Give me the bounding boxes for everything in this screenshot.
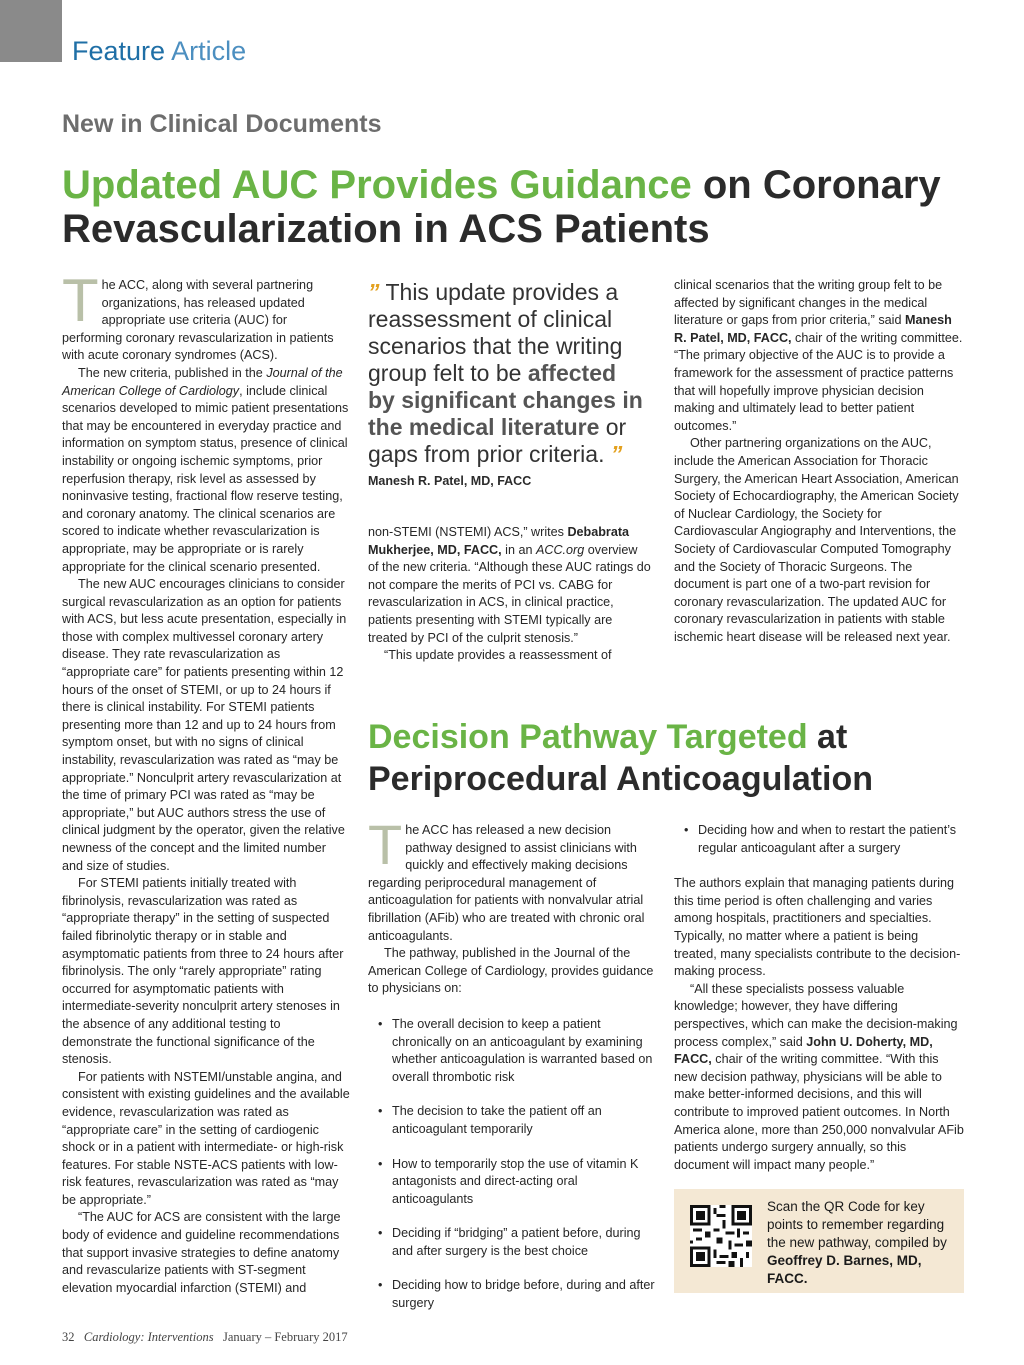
close-quote-mark: ” bbox=[610, 441, 623, 467]
page-footer bbox=[62, 1330, 348, 1345]
article2-title-highlight: Decision Pathway Targeted bbox=[368, 718, 808, 756]
section-label-word1: Feature bbox=[72, 36, 166, 66]
publication-name: Cardiology: Interventions bbox=[83, 1330, 214, 1344]
article1-column2 bbox=[368, 524, 651, 665]
article1-paragraph: The new AUC encourages clinicians to consider surgical revascularization as an option for patients with ACS, but less acute presentation, especially in those with complex multivessel coronary artery disease. They rate revascularization as “appropriate care” for patients presenting within 12 hours of the onset of STEMI, or up to 24 hours if there is clinical instability. For STEMI patients presenting more than 12 and up to 24 hours from symptom onset, but with no signs of clinical instability, revascularization was rated as “may be appropriate.” Nonculprit artery revascularization at the time of primary PCI was rated as “may be appropriate,” but AUC authors stress the use of clinical judgment by the operator, given the relative newness of the concept and the limited number and size of studies. bbox=[62, 577, 347, 873]
article2-paragraph: “All these specialists possess valuable knowledge; however, they have differing perspectives, which can make the decision-making process complex,” said John U. Doherty, MD, FACC, chair of the writing committee. “With this new decision pathway, physicians will be able to make better-informed decisions, and this will contribute to improved patient outcomes. In North America alone, more than 250,000 nonvalvular AFib patients undergo surgery annually, so this document will impact many people.” bbox=[674, 981, 964, 1172]
article1-column3 bbox=[674, 277, 964, 646]
qr-callout-box bbox=[674, 1189, 964, 1293]
dropcap: T bbox=[368, 813, 403, 876]
page-number: 32 bbox=[62, 1330, 75, 1344]
article2-paragraph: The authors explain that managing patients during this time period is often challenging and varies among hospitals, practitioners and specialties. Typically, no matter where a patient is being treated, many specialists contribute to the decision-making process. bbox=[674, 876, 961, 979]
article1-paragraph: “The AUC for ACS are consistent with the large body of evidence and guideline recommendations that support invasive strategies to define anatomy and revascularize patients with ST-segment elevation myocardial infarction (STEMI) and bbox=[62, 1210, 341, 1295]
bullet-item: • Deciding how to bridge before, during and after surgery bbox=[368, 1277, 658, 1312]
person-name: Manesh R. Patel, MD, FACC, bbox=[674, 313, 952, 345]
person-name: Debabrata Mukherjee, MD, FACC, bbox=[368, 525, 630, 557]
article2-title bbox=[368, 716, 968, 800]
issue-date: January – February 2017 bbox=[222, 1330, 348, 1344]
article2-column1 bbox=[368, 813, 658, 1330]
bullet-item: • Deciding if “bridging” a patient before, during and after surgery is the best choice bbox=[368, 1225, 658, 1260]
open-quote-mark: ” bbox=[368, 279, 380, 305]
journal-name: Journal of the American College of Cardiology bbox=[62, 365, 343, 398]
article2-paragraph: he ACC has released a new decision pathway designed to assist clinicians with quickly and effectively making decisions regarding periprocedural management of anticoagulation for patients with nonvalvular atrial fibrillation (AFib) who are treated with chronic oral anticoagulants. bbox=[368, 823, 645, 943]
article-title bbox=[62, 163, 962, 251]
bullet-item: • The overall decision to keep a patient chronically on an anticoagulant by examining whether anticoagulation is warranted based on overall thrombotic risk bbox=[368, 1016, 658, 1086]
person-name: Geoffrey D. Barnes, MD, FACC. bbox=[767, 1253, 922, 1286]
pull-quote-emphasis: affected by significant changes in the medical literature bbox=[368, 360, 643, 440]
article2-paragraph: The pathway, published in the Journal of the American College of Cardiology, provides guidance to physicians on: bbox=[368, 946, 654, 996]
bullet-item: • Deciding how and when to restart the patient’s regular anticoagulant after a surgery bbox=[674, 822, 964, 857]
person-name: John U. Doherty, MD, FACC, bbox=[674, 1034, 933, 1067]
article-title-rest: on Coronary Revascularization in ACS Patients bbox=[62, 163, 941, 251]
article-title-highlight: Updated AUC Provides Guidance bbox=[62, 163, 692, 207]
site-name: ACC.org bbox=[535, 542, 585, 557]
article1-paragraph: Other partnering organizations on the AUC, include the American Association for Thoracic Surgery, the American Heart Association, American Society of Echocardiography, the American Society of Nuclear Cardiology, the Society for Cardiovascular Angiography and Interventions, the Society of Cardiovascular Computed Tomography and the Society of Thoracic Surgeons. The document is part one of a two-part revision for coronary revascularization. The updated AUC for coronary revascularization in patients with stable ischemic heart disease will be released next year. bbox=[674, 436, 959, 644]
section-label-word2: Article bbox=[171, 36, 247, 66]
article1-paragraph: The new criteria, published in the Journal of the American College of Cardiology, include clinical scenarios developed to mimic patient presentations that may be encountered in everyday practice and information on symptom status, presence of clinical instability or ongoing ischemic symptoms, prior reperfusion therapy, risk level as assessed by noninvasive testing, fractional flow reserve testing, and coronary anatomy. The clinical scenarios are scored to indicate whether revascularization is appropriate, may be appropriate or is rarely appropriate for the clinical scenario presented. bbox=[62, 365, 349, 574]
article2-title-rest: at Periprocedural Anticoagulation bbox=[368, 718, 874, 798]
article1-paragraph: “This update provides a reassessment of bbox=[384, 648, 612, 663]
article1-paragraph: For patients with NSTEMI/unstable angina, and consistent with existing guidelines and the available evidence, revascularization was rated as “appropriate care” in the setting of cardiogenic shock or in a patient with intermediate- or high-risk features. For stable NSTE-ACS patients with low-risk features, revascularization was rated as “may be appropriate.” bbox=[62, 1069, 350, 1207]
article1-column1 bbox=[62, 267, 350, 1297]
corner-tab bbox=[0, 0, 62, 62]
article1-paragraph: he ACC, along with several partnering organizations, has released updated appropriate use criteria (AUC) for performing coronary revascularization in patients with acute coronary syndromes (ACS). bbox=[62, 278, 334, 363]
bullet-list bbox=[674, 822, 964, 857]
article2-column2 bbox=[674, 822, 964, 1174]
qr-callout-text: Scan the QR Code for key points to remember regarding the new pathway, compiled by Geoffrey D. Barnes, MD, FACC. bbox=[767, 1199, 947, 1286]
qr-code-icon[interactable] bbox=[690, 1205, 752, 1267]
article-kicker: New in Clinical Documents bbox=[62, 110, 382, 138]
bullet-list bbox=[368, 1016, 658, 1313]
article1-paragraph: For STEMI patients initially treated with fibrinolysis, revascularization was rated as “appropriate therapy” in the setting of suspected failed fibrinolytic therapy or in stable and asymptomatic patients from three to 24 hours after fibrinolysis. The only “rarely appropriate” rating occurred for asymptomatic patients with intermediate-severity nonculprit artery stenoses in the absence of any additional testing to demonstrate the functional significance of the stenosis. bbox=[62, 876, 344, 1067]
article1-paragraph: clinical scenarios that the writing group felt to be affected by significant changes in the medical literature or gaps from prior criteria,” said Manesh R. Patel, MD, FACC, chair of the writing committee. “The primary objective of the AUC is to provide a framework for the assessment of practice patterns that will hopefully improve physician decision making and ultimately lead to better patient outcomes.” bbox=[674, 278, 963, 433]
section-label bbox=[72, 36, 246, 67]
dropcap: T bbox=[62, 267, 99, 334]
article1-paragraph: non-STEMI (NSTEMI) ACS,” writes Debabrata Mukherjee, MD, FACC, in an ACC.org overview of the new criteria. “Although these AUC ratings do not compare the merits of PCI vs. CABG for revascularization in ACS, in clinical practice, patients presenting with STEMI typically are treated by PCI of the culprit stenosis.” bbox=[368, 525, 651, 645]
pull-quote: ” This update provides a reassessment of clinical scenarios that the writing group felt to be affected by significant changes in the medical literature or gaps from prior criteria. ” bbox=[368, 279, 643, 467]
pull-quote-attribution: Manesh R. Patel, MD, FACC bbox=[368, 474, 532, 488]
bullet-item: • The decision to take the patient off an anticoagulant temporarily bbox=[368, 1103, 658, 1138]
bullet-item: • How to temporarily stop the use of vitamin K antagonists and direct-acting oral anticoagulants bbox=[368, 1156, 658, 1209]
